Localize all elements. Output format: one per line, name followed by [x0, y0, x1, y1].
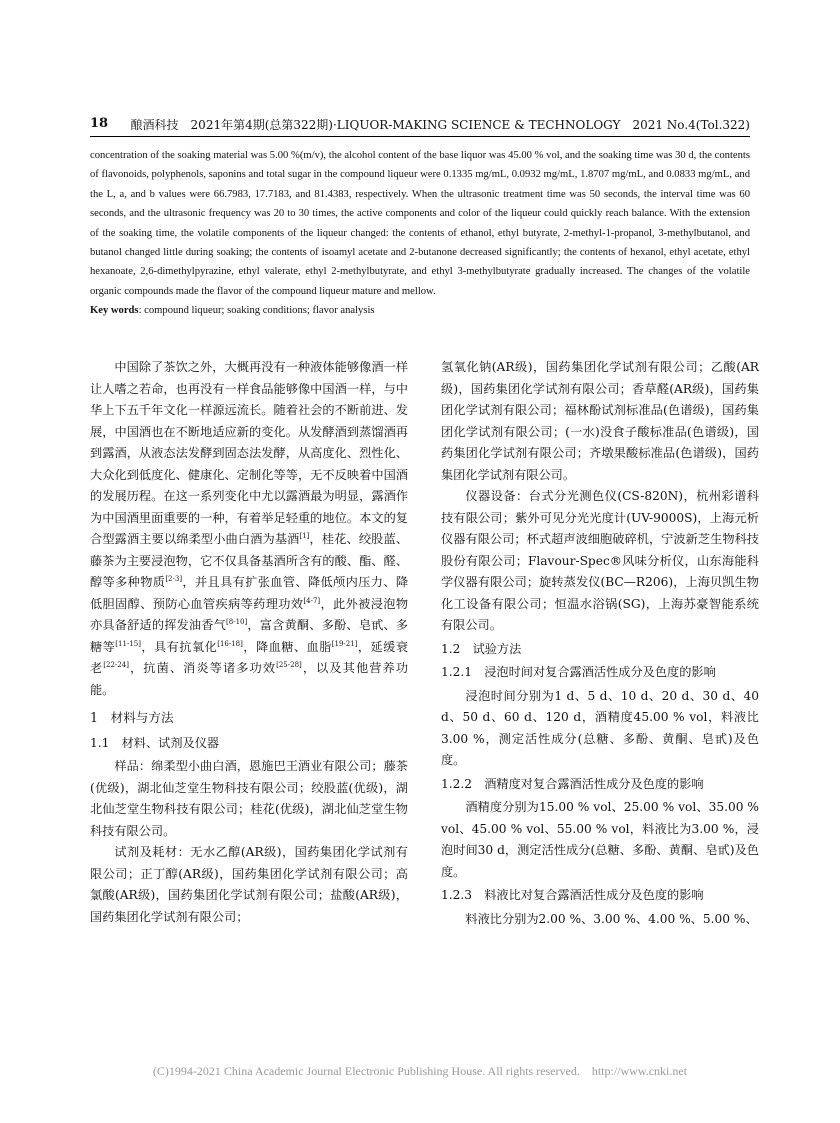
section-heading-1-1: 1.1 材料、试剂及仪器 — [90, 735, 220, 750]
keywords-list: : compound liqueur; soaking conditions; flavor analysis — [138, 305, 375, 317]
abstract — [90, 146, 750, 321]
section-heading-1-2-3: 1.2.3 料液比对复合露酒活性成分及色度的影响 — [441, 888, 704, 902]
citation[interactable]: [2-3] — [165, 574, 183, 583]
paragraph-1-2-1: 浸泡时间分别为1 d、5 d、10 d、20 d、30 d、40 d、50 d、60 d、120 d，酒精度45.00 % vol，料液比3.00 %，测定活性成分(总糖、多酚、黄酮、皂甙)及色度。 — [441, 688, 759, 767]
paragraph-1-2-3: 料液比分别为2.00 %、3.00 %、4.00 %、5.00 %、 — [465, 911, 758, 926]
keywords-label: Key words — [90, 305, 139, 317]
instruments-paragraph: 仪器设备：台式分光测色仪(CS-820N)，杭州彩谱科技有限公司；紫外可见分光光度计(UV-9000S)，上海元析仪器有限公司；杯式超声波细胞破碎机，宁波新芝生物科技股份有限公司；Flavour-Spec®风味分析仪，山东海能科学仪器有限公司；旋转蒸发仪(BC—R206)，上海贝凯生物化工设备有限公司；恒温水浴锅(SG)，上海苏豪智能系统有限公司。 — [441, 489, 759, 632]
journal-title: 酿酒科技 2021年第4期(总第322期)·LIQUOR-MAKING SCIENCE & TECHNOLOGY 2021 No.4(Tol.322) — [130, 118, 750, 132]
intro-paragraph: 中国除了茶饮之外，大概再没有一种液体能够像酒一样让人嗜之若命，也再没有一样食品能够像中国酒一样，与中华上下五千年文化一样源远流长。随着社会的不断前进、发展，中国酒也在不断地适应新的变化。从发酵酒到蒸馏酒再到露酒，从液态法发酵到固态法发酵，从高度化、烈性化、大众化到低度化、健康化、定制化等等，无不反映着中国酒的发展历程。在这一系列变化中尤以露酒最为明显，露酒作为中国酒里面重要的一种，有着举足轻重的地位。本文的复合型露酒主要以绵柔型小曲白酒为基酒[1]，桂花、绞股蓝、藤茶为主要浸泡物，它不仅具备基酒所含有的酸、酯、醛、醇等多种物质[2-3]，并且具有扩张血管、降低颅内压力、降低胆固醇、预防心血管疾病等药理功效[4-7]，此外被浸泡物亦具备舒适的挥发油香气[8-10]，富含黄酮、多酚、皂甙、多糖等[11-15]，具有抗氧化[16-18]，降血糖、血脂[19-21]，延缓衰老[22-24]，抗菌、消炎等诸多功效[25-28]，以及其他营养功能。 — [90, 360, 409, 697]
running-header — [90, 116, 750, 136]
reagents-paragraph: 试剂及耗材：无水乙醇(AR级)，国药集团化学试剂有限公司；正丁醇(AR级)，国药集团化学试剂有限公司；高氯酸(AR级)，国药集团化学试剂有限公司；盐酸(AR级)，国药集团化学试剂有限公司； — [90, 845, 408, 924]
keywords — [90, 301, 750, 320]
section-heading-1-2-2: 1.2.2 酒精度对复合露酒活性成分及色度的影响 — [441, 776, 704, 791]
header-rule — [90, 136, 750, 137]
citation[interactable]: [8-10] — [226, 617, 248, 626]
paragraph-1-2-2: 酒精度分别为15.00 % vol、25.00 % vol、35.00 % vol、45.00 % vol、55.00 % vol，料液比为3.00 %，浸泡时间30 d，测定活性成分(总糖、多酚、黄酮、皂甙)及色度。 — [441, 800, 759, 879]
section-heading-1: 1 材料与方法 — [90, 710, 174, 725]
citation[interactable]: [4-7] — [303, 596, 321, 605]
abstract-text: concentration of the soaking material was 5.00 %(m/v), the alcohol content of the base liquor was 45.00 % vol, and the soaking time was 30 d, the contents of flavonoids, polyphenols, saponins and total sugar in the compound liqueur were 0.1335 mg/mL, 0.0932 mg/mL, 1.8707 mg/mL, and 0.0833 mg/mL, and the L, a, and b values were 66.7983, 17.7183, and 81.4383, respectively. When the ultrasonic treatment time was 50 seconds, the interval time was 60 seconds, and the ultrasonic frequency was 20 to 30 times, the active components and color of the liqueur could quickly reach balance. With the extension of the soaking time, the volatile components of the liqueur changed: the contents of ethanol, ethyl butyrate, 2-methyl-1-propanol, 3-methylbutanol, and butanol changed little during soaking; the contents of isoamyl acetate and 2-butanone decreased significantly; the contents of hexanol, ethyl acetate, ethyl hexanoate, 2,6-dimethylpyrazine, ethyl valerate, ethyl 2-methylbutyrate, and ethyl 3-methylbutyrate gradually increased. The changes of the volatile organic compounds made the flavor of the compound liqueur mature and mellow. — [90, 150, 750, 297]
right-column — [441, 357, 759, 930]
section-heading-1-2: 1.2 试验方法 — [441, 641, 522, 656]
samples-paragraph: 样品：绵柔型小曲白酒，恩施巴王酒业有限公司；藤茶(优级)，湖北仙芝堂生物科技有限公司；绞股蓝(优级)，湖北仙芝堂生物科技有限公司；桂花(优级)，湖北仙芝堂生物科技有限公司。 — [90, 759, 408, 838]
citation[interactable]: [11-15] — [115, 639, 141, 648]
section-heading-1-2-1: 1.2.1 浸泡时间对复合露酒活性成分及色度的影响 — [441, 665, 716, 679]
citation[interactable]: [16-18] — [217, 639, 243, 648]
reagents-continued: 氢氧化钠(AR级)，国药集团化学试剂有限公司；乙酸(AR级)，国药集团化学试剂有限公司；香草醛(AR级)，国药集团化学试剂有限公司；福林酚试剂标准品(色谱级)，国药集团化学试剂有限公司；(一水)没食子酸标准品(色谱级)，国药集团化学试剂有限公司；齐墩果酸标准品(色谱级)，国药集团化学试剂有限公司。 — [441, 360, 759, 482]
citation[interactable]: [1] — [299, 531, 310, 540]
left-column — [90, 357, 408, 928]
citation[interactable]: [25-28] — [276, 660, 302, 669]
citation[interactable]: [22-24] — [103, 660, 129, 669]
citation[interactable]: [19-21] — [331, 639, 358, 648]
page-number: 18 — [90, 116, 109, 131]
copyright-footer: (C)1994-2021 China Academic Journal Electronic Publishing House. All rights reserved. http://www.cnki.net — [152, 1064, 688, 1078]
